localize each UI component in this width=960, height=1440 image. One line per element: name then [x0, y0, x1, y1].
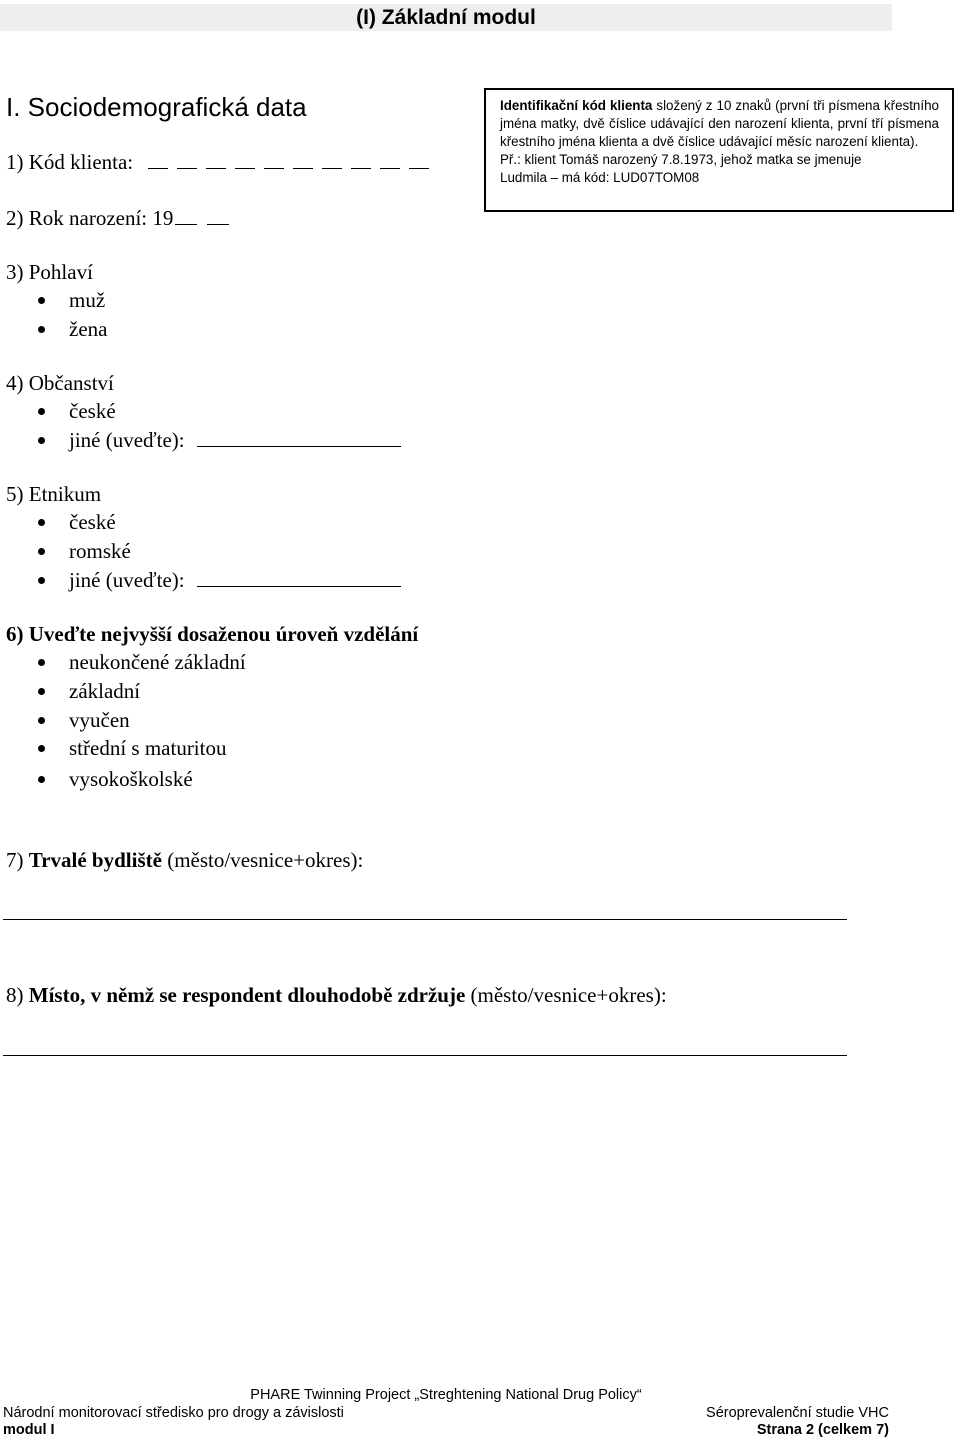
question-label-rest: (město/vesnice+okres): [465, 983, 667, 1007]
question-permanent-residence [6, 846, 363, 874]
question-label-bold: Trvalé bydliště [28, 848, 162, 872]
code-char-blank[interactable] [380, 150, 400, 169]
question-label: 2) Rok narození: 19 [6, 206, 174, 230]
option-label: české [69, 399, 116, 423]
option-label: české [69, 510, 116, 534]
bullet-icon [38, 408, 45, 415]
footer-study: Séroprevalenční studie VHC [706, 1405, 889, 1421]
code-char-blank[interactable] [177, 150, 197, 169]
option-label: jiné (uveďte): [69, 568, 185, 592]
info-box-text: složený z 10 znaků (první tři písmena křestního jména matky, dvě číslice udávající den narození klienta, první tří písmena křestního jména klienta a dvě číslice udávající měsíc narození klienta). [500, 98, 939, 150]
info-box-example-line2: Ludmila – má kód: LUD07TOM08 [500, 170, 700, 186]
page-title: (I) Základní modul [356, 6, 536, 29]
footer-module: modul I [3, 1422, 55, 1438]
question-label-rest: (město/vesnice+okres): [161, 848, 364, 872]
question-label: 1) Kód klienta: [6, 150, 134, 174]
question-ethnicity: 5) Etnikum [6, 482, 102, 506]
question-number: 8) [6, 983, 24, 1007]
permanent-residence-field[interactable] [3, 919, 847, 920]
birth-year-digit-blank[interactable] [175, 206, 197, 225]
question-client-code [6, 148, 429, 176]
code-char-blank[interactable] [351, 150, 371, 169]
bullet-icon [38, 548, 45, 555]
code-char-blank[interactable] [148, 150, 168, 169]
option-female[interactable] [38, 315, 107, 343]
option-label: vysokoškolské [69, 767, 193, 791]
bullet-icon [38, 745, 45, 752]
option-label: neukončené základní [69, 650, 246, 674]
bullet-icon [38, 326, 45, 333]
option-label: žena [69, 317, 108, 341]
question-label: 6) Uveďte nejvyšší dosaženou úroveň vzdělání [6, 622, 419, 646]
option-education-primary[interactable] [38, 677, 140, 705]
info-box-bold-lead: Identifikační kód klienta [500, 98, 653, 113]
option-ethnicity-czech[interactable] [38, 508, 116, 536]
client-code-info-box [484, 88, 954, 212]
footer-project: PHARE Twinning Project „Streghtening National Drug Policy“ [250, 1387, 642, 1403]
footer-page-number: Strana 2 (celkem 7) [756, 1422, 889, 1438]
option-label: romské [69, 539, 131, 563]
ethnicity-other-field[interactable] [197, 568, 401, 587]
bullet-icon [38, 519, 45, 526]
code-char-blank[interactable] [206, 150, 226, 169]
option-education-secondary[interactable] [38, 734, 226, 762]
bullet-icon [38, 577, 45, 584]
client-code-field[interactable] [148, 150, 429, 174]
option-label: základní [69, 679, 141, 703]
section-heading: I. Sociodemografická data [6, 92, 307, 122]
code-char-blank[interactable] [409, 150, 429, 169]
code-char-blank[interactable] [293, 150, 313, 169]
code-char-blank[interactable] [235, 150, 255, 169]
bullet-icon [38, 297, 45, 304]
footer-institution: Národní monitorovací středisko pro drogy a závislosti [3, 1405, 344, 1421]
option-ethnicity-other[interactable] [38, 566, 401, 594]
option-ethnicity-roma[interactable] [38, 537, 131, 565]
question-number: 7) [6, 848, 24, 872]
bullet-icon [38, 688, 45, 695]
question-education [6, 620, 418, 648]
citizenship-other-field[interactable] [197, 428, 401, 447]
option-education-university[interactable] [38, 765, 193, 793]
question-birth-year [6, 204, 229, 232]
question-label-bold: Místo, v němž se respondent dlouhodobě zdržuje [28, 983, 466, 1007]
birth-year-digit-blank[interactable] [207, 206, 229, 225]
option-education-incomplete-primary[interactable] [38, 648, 246, 676]
option-label: muž [69, 288, 106, 312]
bullet-icon [38, 717, 45, 724]
question-long-term-residence [6, 981, 667, 1009]
option-label: jiné (uveďte): [69, 428, 185, 452]
code-char-blank[interactable] [322, 150, 342, 169]
option-male[interactable] [38, 286, 105, 314]
option-education-apprenticed[interactable] [38, 706, 130, 734]
bullet-icon [38, 776, 45, 783]
question-sex: 3) Pohlaví [6, 260, 93, 284]
option-citizenship-czech[interactable] [38, 397, 116, 425]
option-citizenship-other[interactable] [38, 426, 401, 454]
bullet-icon [38, 437, 45, 444]
option-label: střední s maturitou [69, 736, 227, 760]
bullet-icon [38, 659, 45, 666]
info-box-example-line1: Př.: klient Tomáš narozený 7.8.1973, jehož matka se jmenuje [500, 152, 862, 168]
question-citizenship: 4) Občanství [6, 371, 114, 395]
code-char-blank[interactable] [264, 150, 284, 169]
long-term-residence-field[interactable] [3, 1055, 847, 1056]
option-label: vyučen [69, 708, 130, 732]
